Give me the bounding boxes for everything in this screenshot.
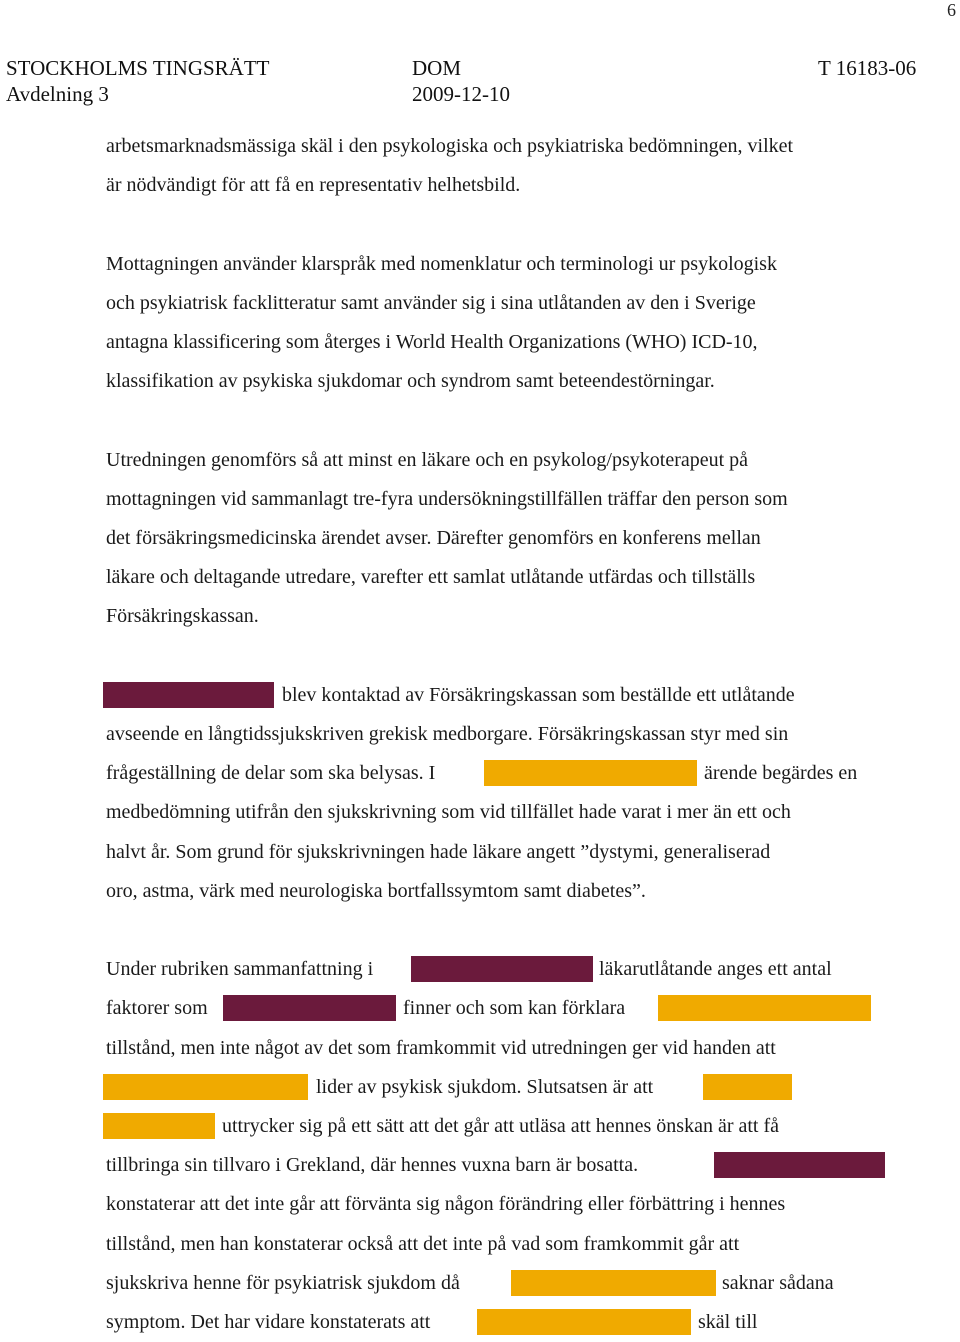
redaction-block [103, 1113, 215, 1139]
redaction-block [223, 995, 396, 1021]
text-line: läkarutlåtande anges ett antal [599, 958, 832, 980]
text-line: finner och som kan förklara [403, 997, 626, 1019]
text-line: blev kontaktad av Försäkringskassan som beställde ett utlåtande [282, 684, 795, 706]
text-line: ärende begärdes en [704, 762, 858, 784]
text-line: oro, astma, värk med neurologiska bortfallssymtom samt diabetes”. [106, 880, 646, 902]
court-name: STOCKHOLMS TINGSRÄTT [6, 56, 270, 80]
text-line: Mottagningen använder klarspråk med nomenklatur och terminologi ur psykologisk [106, 253, 777, 275]
redaction-block [703, 1074, 792, 1100]
text-line: det försäkringsmedicinska ärendet avser. Därefter genomförs en konferens mellan [106, 527, 761, 549]
text-line: arbetsmarknadsmässiga skäl i den psykologiska och psykiatriska bedömningen, vilket [106, 135, 794, 157]
text-line: sjukskriva henne för psykiatrisk sjukdom då [106, 1272, 460, 1294]
text-line: och psykiatrisk facklitteratur samt använder sig i sina utlåtanden av den i Sverige [106, 292, 756, 314]
text-line: halvt år. Som grund för sjukskrivningen hade läkare angett ”dystymi, generaliserad [106, 841, 771, 863]
redaction-block [411, 956, 593, 982]
text-line: klassifikation av psykiska sjukdomar och syndrom samt beteendestörningar. [106, 370, 715, 392]
redaction-block [103, 682, 274, 708]
redaction-block [103, 1074, 308, 1100]
document-type: DOM [412, 56, 462, 80]
text-line: läkare och deltagande utredare, varefter ett samlat utlåtande utfärdas och tillställs [106, 566, 756, 588]
redaction-block [511, 1270, 716, 1296]
text-line: mottagningen vid sammanlagt tre-fyra undersökningstillfällen träffar den person som [106, 488, 788, 510]
text-line: tillstånd, men inte något av det som framkommit vid utredningen ger vid handen att [106, 1037, 776, 1059]
redaction-block [658, 995, 871, 1021]
text-line: medbedömning utifrån den sjukskrivning som vid tillfället hade varat i mer än ett och [106, 801, 791, 823]
text-line: symptom. Det har vidare konstaterats att [106, 1311, 431, 1333]
text-line: saknar sådana [722, 1272, 834, 1294]
text-line: avseende en långtidssjukskriven grekisk medborgare. Försäkringskassan styr med sin [106, 723, 789, 745]
text-line: antagna klassificering som återges i World Health Organizations (WHO) ICD-10, [106, 331, 758, 353]
text-line: tillstånd, men han konstaterar också att det inte på vad som framkommit går att [106, 1233, 740, 1255]
text-line: uttrycker sig på ett sätt att det går att utläsa att hennes önskan är att få [222, 1115, 780, 1137]
text-line: är nödvändigt för att få en representativ helhetsbild. [106, 174, 521, 196]
text-line: lider av psykisk sjukdom. Slutsatsen är att [316, 1076, 654, 1098]
text-line: faktorer som [106, 997, 208, 1019]
division: Avdelning 3 [6, 82, 109, 106]
case-number: T 16183-06 [818, 56, 917, 80]
text-line: konstaterar att det inte går att förvänta sig någon förändring eller förbättring i hennes [106, 1193, 786, 1215]
text-line: Försäkringskassan. [106, 605, 259, 627]
document-date: 2009-12-10 [412, 82, 510, 106]
text-line: Utredningen genomförs så att minst en läkare och en psykolog/psykoterapeut på [106, 449, 749, 471]
text-line: tillbringa sin tillvaro i Grekland, där hennes vuxna barn är bosatta. [106, 1154, 639, 1176]
redaction-block [714, 1152, 885, 1178]
text-line: frågeställning de delar som ska belysas. I [106, 762, 436, 784]
text-line: Under rubriken sammanfattning i [106, 958, 374, 980]
page-number: 6 [947, 0, 956, 20]
redaction-block [477, 1309, 691, 1335]
text-line: skäl till [698, 1311, 758, 1333]
redaction-block [484, 760, 697, 786]
